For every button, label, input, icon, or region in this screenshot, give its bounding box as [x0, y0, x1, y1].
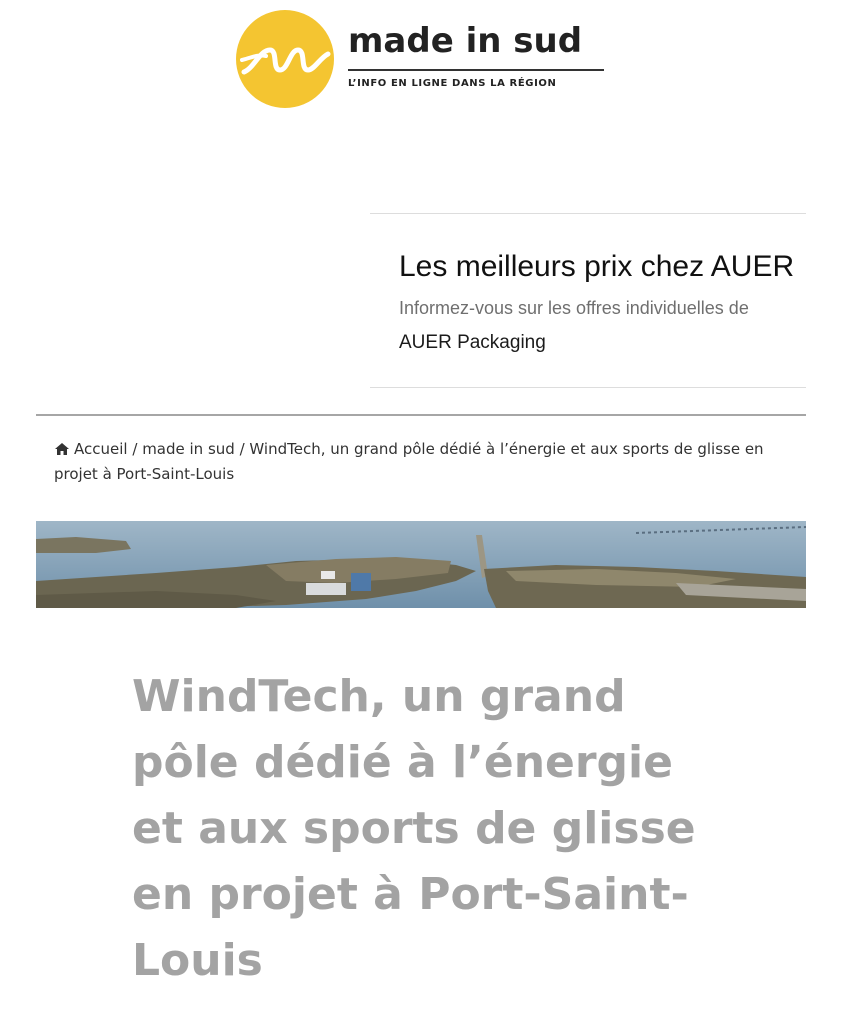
- ad-advertiser[interactable]: AUER Packaging: [399, 332, 546, 353]
- brand-divider: [348, 69, 604, 71]
- breadcrumb-separator: /: [239, 440, 245, 458]
- article-title: WindTech, un grand pôle dédié à l’énergie et aux sports de glisse en projet à Port-Saint-Louis: [132, 671, 696, 986]
- article-banner-image: [36, 521, 806, 608]
- ad-title[interactable]: Les meilleurs prix chez AUER: [399, 250, 795, 283]
- breadcrumb: [54, 438, 799, 486]
- site-logo-link[interactable]: [236, 10, 604, 108]
- advertisement[interactable]: [370, 213, 806, 388]
- logo-text: [348, 21, 604, 89]
- breadcrumb-current: WindTech, un grand pôle dédié à l’énergie et aux sports de glisse en projet à Port-Saint-Louis: [54, 440, 764, 483]
- logo-icon: [236, 10, 334, 108]
- home-icon: [54, 440, 70, 463]
- brand-tagline: L’INFO EN LIGNE DANS LA RÉGION: [348, 78, 557, 89]
- logo-m-glyph: [236, 10, 334, 108]
- breadcrumb-separator: /: [132, 440, 138, 458]
- ad-description: Informez-vous sur les offres individuelles de: [399, 298, 749, 318]
- breadcrumb-category-link[interactable]: made in sud: [142, 440, 235, 458]
- header-divider: [36, 414, 806, 416]
- brand-name: made in sud: [348, 21, 583, 61]
- breadcrumb-home-link[interactable]: Accueil: [74, 440, 128, 458]
